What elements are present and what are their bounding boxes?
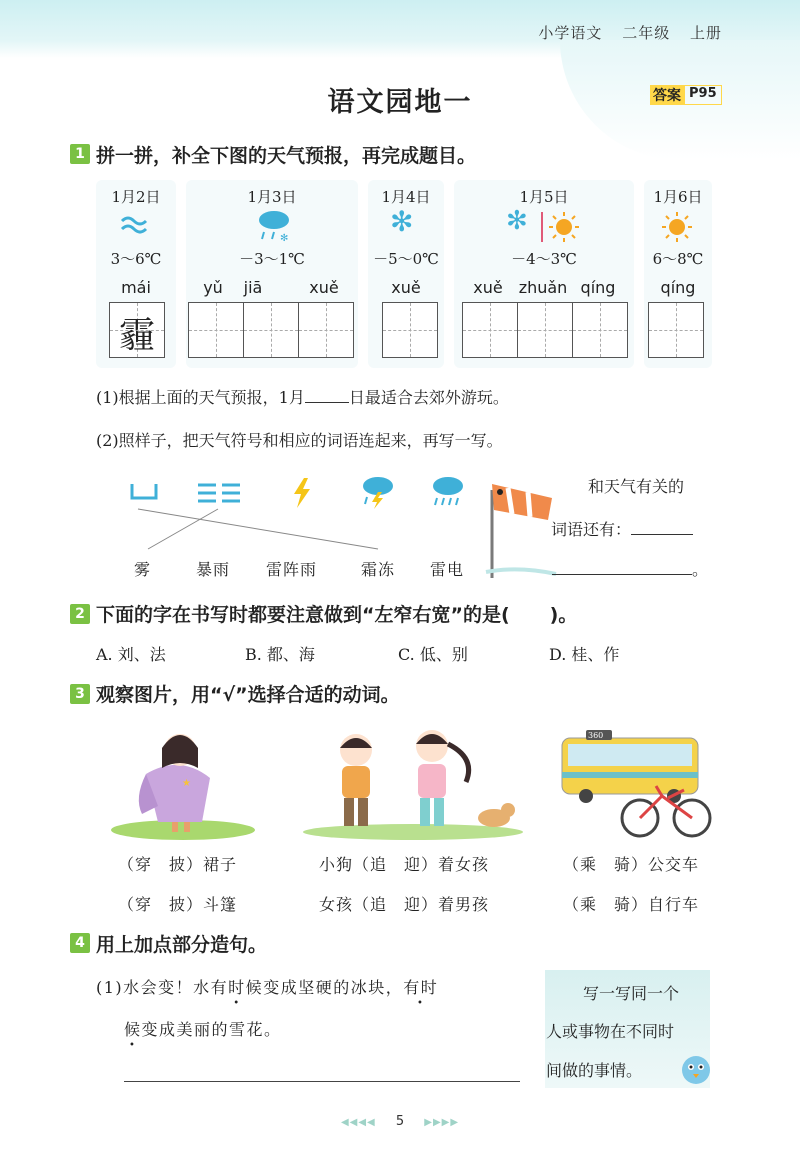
svg-text:★: ★ — [182, 778, 191, 789]
question-text-pre: 下面的字在书写时都要注意做到“左窄右宽”的是( — [96, 604, 510, 626]
weather-word: 雷电 — [430, 560, 465, 579]
pinyin: xuě — [309, 278, 339, 297]
bus-number: 360 — [588, 731, 604, 740]
weather-temp: －3～1℃ — [239, 250, 305, 268]
weather-date: 1月3日 — [247, 188, 297, 206]
answer-label: 答案 — [650, 85, 684, 105]
dotted-phrase: 候 — [124, 1020, 142, 1039]
weather-date: 1月6日 — [653, 188, 703, 206]
grid-cell[interactable] — [383, 303, 437, 357]
weather-word: 霜冻 — [361, 560, 396, 579]
answer-line[interactable] — [124, 1081, 520, 1082]
answer-blank[interactable] — [631, 534, 693, 535]
subject-label: 小学语文 — [538, 24, 603, 42]
question-text: 拼一拼，补全下图的天气预报，再完成题目。 — [96, 145, 477, 167]
writing-grid — [648, 302, 704, 358]
writing-grid — [109, 302, 165, 358]
writing-grid — [382, 302, 438, 358]
pinyin: xuě — [473, 278, 503, 297]
writing-grid — [188, 302, 354, 358]
pinyin: qíng — [660, 278, 696, 297]
option-b[interactable]: B. 都、海 — [245, 645, 315, 664]
verb-choice[interactable]: 小狗（追 迎）着女孩 — [319, 855, 490, 874]
question-number: 4 — [70, 933, 90, 953]
sub-question-2: (2)照样子，把天气符号和相应的词语连起来，再写一写。 — [96, 431, 503, 450]
tip-line: 间做的事情。 — [546, 1061, 643, 1080]
sentence-text: (1)水会变！水 — [96, 978, 211, 997]
volume-label: 上册 — [689, 24, 722, 42]
sentence-text: 变成坚硬的冰块， — [263, 978, 404, 997]
grid-cell — [110, 303, 164, 357]
question-text — [96, 600, 577, 627]
extra-words-end: 。 — [692, 560, 709, 579]
weather-word: 雾 — [134, 560, 152, 579]
extra-words-line — [552, 557, 708, 580]
rainstorm-icon — [428, 474, 468, 510]
sub-question-text: (1)根据上面的天气预报，1月 — [96, 388, 305, 407]
weather-temp: －5～0℃ — [373, 250, 439, 268]
tip-line: 人或事物在不同时 — [546, 1022, 675, 1041]
grid-char: 霾 — [118, 315, 155, 356]
pinyin: jiā — [243, 278, 263, 297]
sub-question-text: 日最适合去郊外游玩。 — [348, 388, 509, 407]
option-d[interactable]: D. 桂、作 — [549, 645, 620, 664]
weather-temp: －4～3℃ — [511, 250, 577, 268]
page-title: 语文园地一 — [327, 87, 473, 118]
extra-words-label — [551, 517, 693, 540]
book-header — [524, 22, 722, 43]
sunny-icon — [660, 210, 694, 244]
pinyin: zhuǎn — [518, 278, 568, 297]
verb-choice[interactable]: （乘 骑）自行车 — [563, 895, 700, 914]
weather-word: 雷阵雨 — [266, 560, 318, 579]
grid-cell[interactable] — [518, 303, 573, 357]
question-text: 用上加点部分造句。 — [96, 934, 268, 956]
option-a[interactable]: A. 刘、法 — [96, 645, 166, 664]
decor-arrows-left-icon: ◀◀◀◀ — [340, 1117, 376, 1128]
fog-icon — [196, 480, 242, 506]
tip-line: 写一写同一个 — [583, 984, 680, 1003]
verb-choice[interactable]: （乘 骑）公交车 — [563, 855, 700, 874]
verb-choice[interactable]: （穿 披）斗篷 — [118, 895, 238, 914]
sentence-line-2 — [124, 1017, 282, 1040]
sentence-text: 变成美丽的雪花。 — [141, 1020, 282, 1039]
question-text-post: )。 — [549, 604, 578, 626]
bird-mascot-icon — [676, 1048, 716, 1088]
answer-ref — [650, 85, 722, 105]
example-lines — [130, 505, 400, 555]
snow-icon: ✻ — [506, 206, 528, 236]
question-number: 2 — [70, 604, 90, 624]
windsock-mascot-icon — [478, 470, 558, 580]
grid-cell[interactable] — [299, 303, 353, 357]
snow-icon: ✻ — [390, 205, 414, 238]
question-number: 3 — [70, 684, 90, 704]
pinyin: mái — [121, 278, 151, 297]
extra-words-text: 词语还有： — [551, 520, 632, 539]
page-number: 5 — [395, 1114, 405, 1129]
haze-icon — [118, 212, 154, 238]
bus-bicycle-illustration — [556, 724, 716, 840]
svg-text:✻: ✻ — [280, 233, 289, 242]
sleet-icon — [254, 208, 294, 242]
sub-question-1 — [96, 385, 509, 408]
weather-date: 1月5日 — [519, 188, 569, 206]
extra-words-prompt: 和天气有关的 — [588, 477, 685, 496]
grid-cell[interactable] — [649, 303, 703, 357]
dotted-phrase: 有时候 — [210, 978, 264, 997]
children-dog-illustration — [300, 718, 526, 840]
pinyin: xuě — [391, 278, 421, 297]
weather-word: 暴雨 — [196, 560, 231, 579]
verb-choice[interactable]: （穿 披）裙子 — [118, 855, 238, 874]
grade-label: 二年级 — [622, 24, 671, 42]
pinyin: yǔ — [203, 278, 223, 297]
answer-page: P95 — [684, 85, 722, 105]
pinyin: qíng — [580, 278, 616, 297]
sentence-line-1 — [96, 975, 438, 998]
grid-cell[interactable] — [463, 303, 518, 357]
frost-icon — [128, 480, 160, 504]
answer-blank[interactable] — [552, 574, 692, 575]
decor-arrows-right-icon: ▶▶▶▶ — [424, 1117, 460, 1128]
question-text: 观察图片，用“√”选择合适的动词。 — [96, 684, 400, 706]
page-footer — [0, 1114, 800, 1129]
question-number: 1 — [70, 144, 90, 164]
answer-blank[interactable] — [305, 402, 349, 403]
weather-date: 1月4日 — [381, 188, 431, 206]
dotted-phrase: 有时 — [403, 978, 439, 997]
verb-choice[interactable]: 女孩（追 迎）着男孩 — [319, 895, 490, 914]
grid-cell[interactable] — [573, 303, 627, 357]
grid-cell[interactable] — [244, 303, 299, 357]
sunny-icon — [547, 210, 581, 244]
divider — [541, 212, 543, 242]
grid-cell[interactable] — [189, 303, 244, 357]
weather-temp: 3～6℃ — [110, 250, 162, 268]
weather-date: 1月2日 — [111, 188, 161, 206]
writing-grid — [462, 302, 628, 358]
option-c[interactable]: C. 低、别 — [398, 645, 468, 664]
weather-temp: 6～8℃ — [652, 250, 704, 268]
girl-cloak-illustration — [106, 718, 260, 840]
